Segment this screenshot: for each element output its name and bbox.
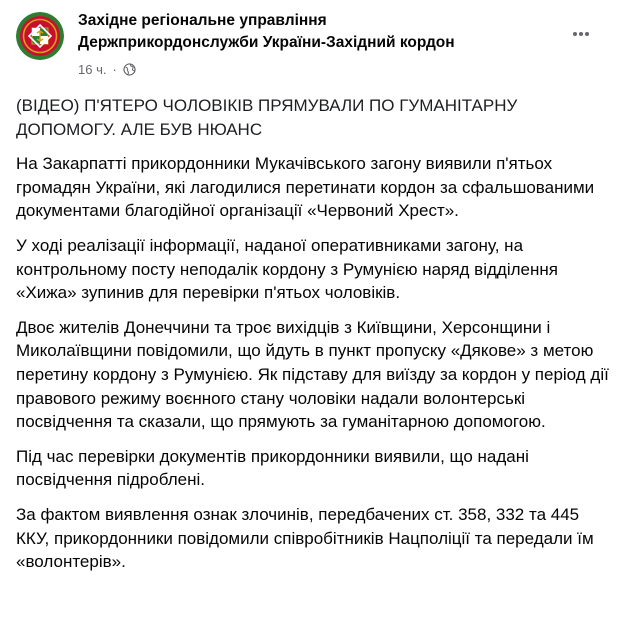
avatar[interactable] <box>16 12 64 60</box>
more-horizontal-icon <box>571 24 591 44</box>
post-body <box>16 94 616 585</box>
border-guard-emblem-icon <box>29 25 51 47</box>
post-paragraph: У ході реалізації інформації, наданої оперативниками загону, на контрольному посту неподалік кордону з Румунією наряд відділення «Хижа» зупинив для перевірки п'ятьох чоловіків. <box>16 235 558 303</box>
globe-icon[interactable] <box>123 63 136 76</box>
more-options-button[interactable] <box>563 16 599 52</box>
post-paragraph: Двоє жителів Донеччини та троє вихідців з Київщини, Херсонщини і Миколаївщини повідомили, що йдуть в пункт пропуску «Дякове» з метою перетину кордону з Румунією. Як підставу для виїзду за кордон у період дії правового режиму воєнного стану чоловіки надали волонтерські посвідчення та сказали, що прямують за гуманітарною допомогою. <box>16 317 609 432</box>
post-timestamp[interactable]: 16 ч. <box>78 61 107 77</box>
page-name-line-1[interactable]: Західне регіональне управління <box>78 12 327 29</box>
page-name <box>78 10 548 54</box>
post-meta <box>78 60 136 78</box>
post-paragraph: Під час перевірки документів прикордонники виявили, що надані посвідчення підроблені. <box>16 446 529 490</box>
meta-separator: · <box>112 61 117 77</box>
post-title: (ВІДЕО) П'ЯТЕРО ЧОЛОВІКІВ ПРЯМУВАЛИ ПО ГУМАНІТАРНУ ДОПОМОГУ. АЛЕ БУВ НЮАНС <box>16 96 518 139</box>
post-paragraph: За фактом виявлення ознак злочинів, передбачених ст. 358, 332 та 445 ККУ, прикордонники повідомили співробітників Нацполіції та передали їм «волонтерів». <box>16 504 594 572</box>
page-name-line-2[interactable]: Держприкордонслужби України-Західний кордон <box>78 34 455 51</box>
post-header <box>0 0 621 84</box>
post-paragraph: На Закарпатті прикордонники Мукачівського загону виявили п'ятьох громадян України, які лагодилися перетинати кордон за сфальшованими документами благодійної організації «Червоний Хрест». <box>16 154 595 221</box>
